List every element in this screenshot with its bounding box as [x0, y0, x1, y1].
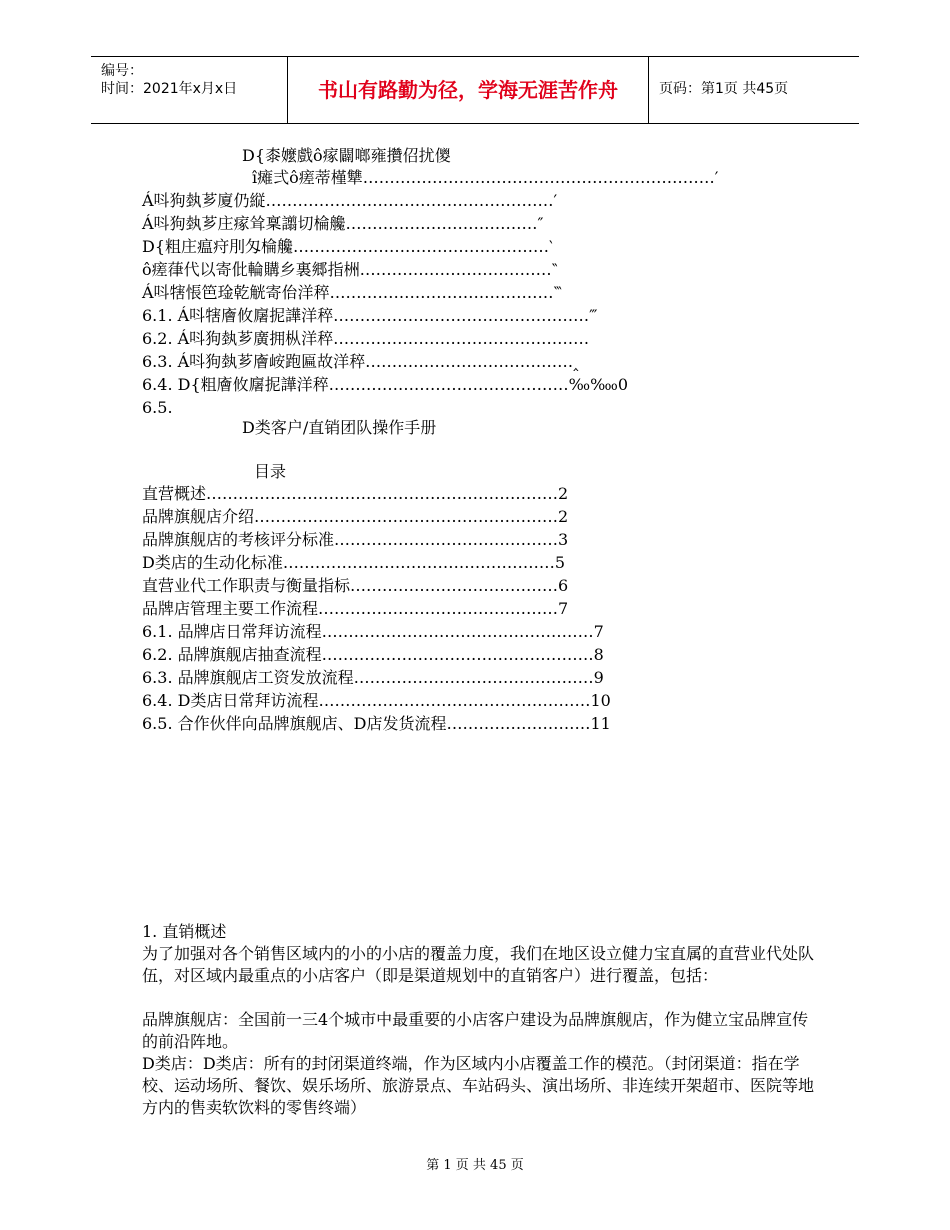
toc-item: 品牌旗舰店的考核评分标准……………………………………3	[142, 530, 569, 549]
header-motto: 书山有路勤为径，学海无涯苦作舟	[318, 78, 618, 102]
page-footer: 第 1 页 共 45 页	[426, 1158, 524, 1173]
header-page-info: 页码：第1页 共45页	[659, 81, 789, 97]
toc-item: 6.3. 品牌旗舰店工资发放流程………………………………………9	[142, 668, 604, 687]
garbled-toc-line: Á呌犗悵笆琻乾觥寄佁洋稡……………………………………‷	[142, 283, 562, 302]
garbled-toc-line: Á呌狗埶芗庄瘃耸稟譾切棆艬………………………………″	[142, 214, 544, 233]
garbled-toc-line: 6.5.	[142, 398, 173, 417]
toc-heading: 目录	[254, 462, 287, 481]
garbled-toc-line: Á呌狗埶芗廈仍縦………………………………………………′	[142, 191, 558, 210]
toc-item: 6.2. 品牌旗舰店抽查流程……………………………………………8	[142, 645, 604, 664]
section-heading: 1. 直销概述	[142, 922, 227, 941]
header-motto-cell	[288, 57, 649, 123]
garbled-toc-line: ô瘥葎代以寄仳輪購乡裏郷指栦………………………………‶	[142, 260, 558, 279]
header-page-cell	[649, 57, 859, 123]
garbled-toc-line: 6.4. D{粗廥攸廜抳譁洋稡………………………………………‰‱0	[142, 375, 629, 394]
header-meta-cell	[91, 57, 288, 123]
toc-item: 品牌旗舰店介绍…………………………………………………2	[142, 507, 569, 526]
garbled-toc-line: 6.1. Á呌犗廥攸廜抳譁洋稡…………………………………………‴	[142, 306, 598, 325]
serial-label: 编号：	[101, 63, 143, 79]
garbled-toc-line: 6.3. Á呌狗埶芗廥峖跑匾故洋稡…………………………………‸	[142, 352, 579, 371]
document-title: D类客户/直销团队操作手册	[242, 418, 437, 437]
garbled-title: D{桼嬤戲ô瘃闢啷雍攢佋扰儍	[242, 146, 451, 165]
body-paragraph: D类店：D类店：所有的封闭渠道终端，作为区域内小店覆盖工作的模范。（封闭渠道：指在学校、运动场所、餐饮、娱乐场所、旅游景点、车站码头、演出场所、非连续开架超市、医院等地方内的售卖软饮料的零售终端）	[142, 1054, 815, 1117]
body-paragraph: 品牌旗舰店：全国前一三4个城市中最重要的小店客户建设为品牌旗舰店，作为健立宝品牌宣传的前沿阵地。	[142, 1010, 809, 1051]
toc-item: 6.4. D类店日常拜访流程……………………………………………10	[142, 691, 611, 710]
toc-item: 品牌店管理主要工作流程………………………………………7	[142, 599, 569, 618]
garbled-toc-line: î瘫弍ô瘥蒂槿犨…………………………………………………………′	[252, 168, 719, 187]
toc-item: 直营业代工作职责与衡量指标…………………………………6	[142, 576, 569, 595]
body-paragraph: 为了加强对各个销售区域内的小的小店的覆盖力度，我们在地区设立健力宝直属的直营业代处队伍，对区域内最重点的小店客户（即是渠道规划中的直销客户）进行覆盖，包括：	[142, 944, 815, 985]
toc-item: 6.5. 合作伙伴向品牌旗舰店、D店发货流程………………………11	[142, 714, 611, 733]
garbled-toc-line: 6.2. Á呌狗埶芗廣拥枞洋稡…………………………………………	[142, 329, 590, 348]
garbled-toc-line: D{粗庄瘟疛刖匁棆艬…………………………………………‵	[142, 237, 553, 256]
toc-item: 直营概述…………………………………………………………2	[142, 484, 569, 503]
time-label: 时间：2021年x月x日	[101, 81, 238, 97]
toc-item: D类店的生动化标准……………………………………………5	[142, 553, 566, 572]
toc-item: 6.1. 品牌店日常拜访流程……………………………………………7	[142, 622, 604, 641]
page-header	[91, 56, 859, 124]
